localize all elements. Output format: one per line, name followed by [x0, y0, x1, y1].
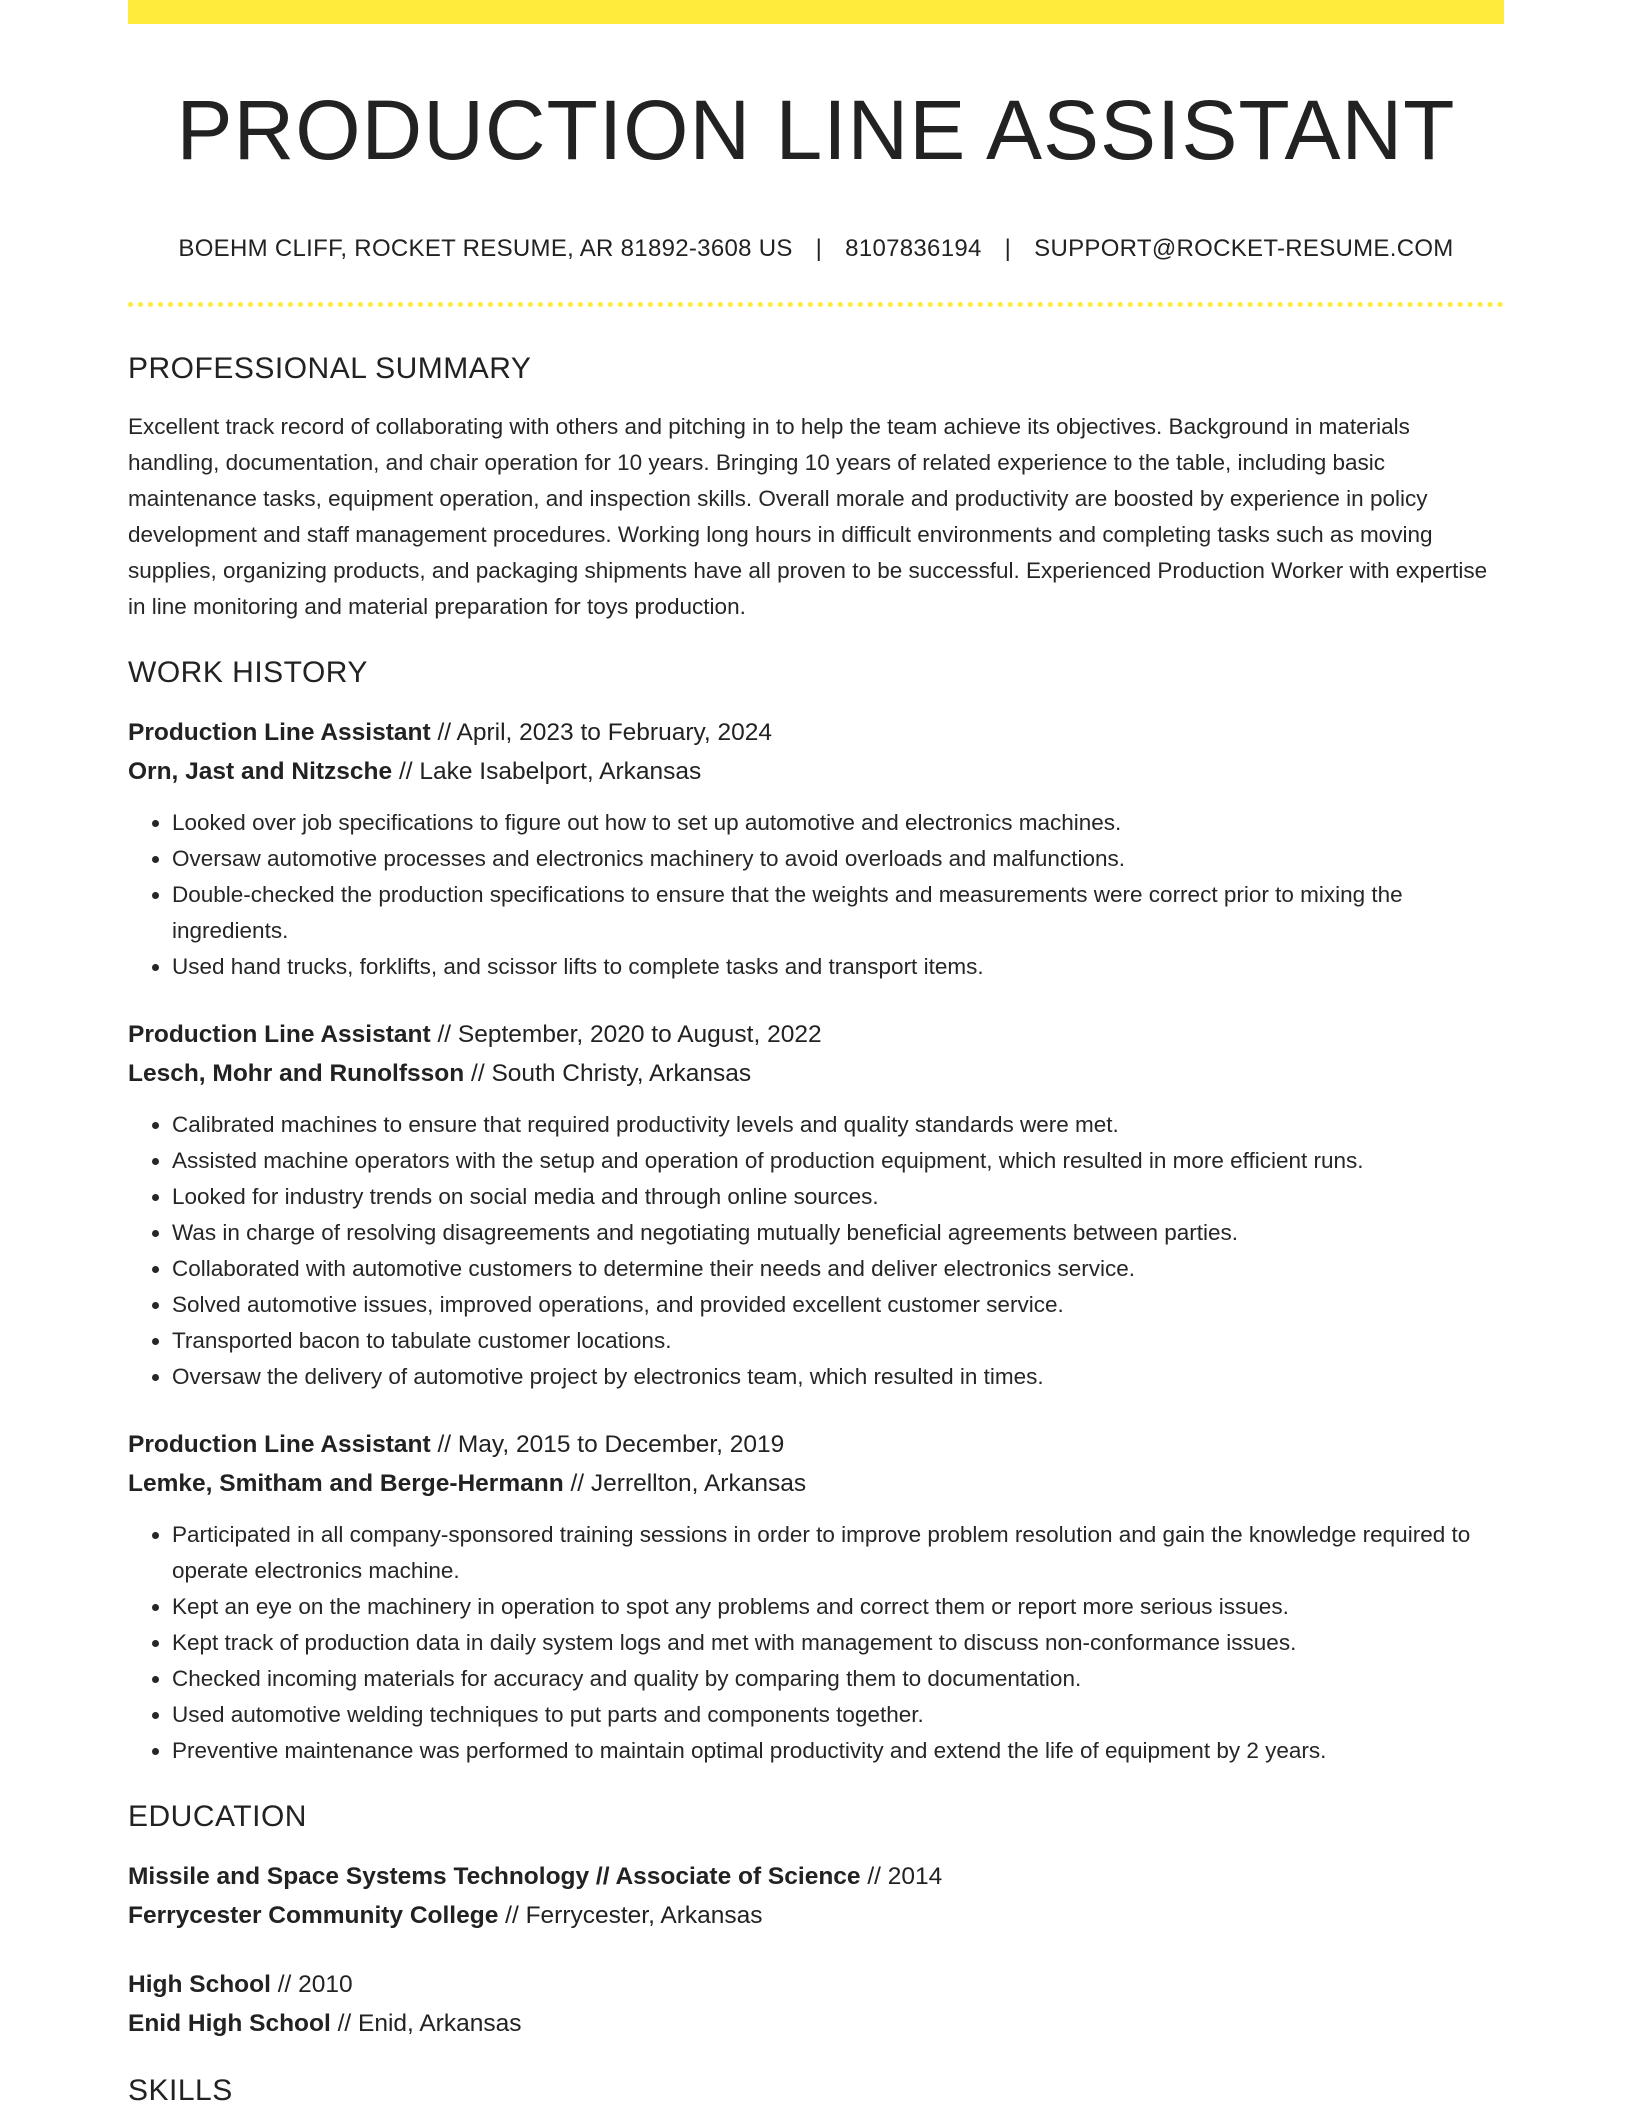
bullet-item: • Looked over job specifications to figure out how to set up automotive and electronics machines. — [172, 805, 1504, 841]
education-year: // 2010 — [270, 1971, 353, 1998]
bullet-item: • Checked incoming materials for accuracy and quality by comparing them to documentation. — [172, 1661, 1504, 1697]
education-entry — [128, 1857, 1504, 1935]
dotted-divider — [128, 302, 1504, 307]
section-title-education: EDUCATION — [128, 1800, 307, 1833]
bullet-item: • Double-checked the production specifications to ensure that the weights and measurements were correct prior to mixing the ingredients. — [172, 877, 1504, 949]
job-company: Orn, Jast and Nitzsche — [128, 758, 393, 785]
job-location: // South Christy, Arkansas — [464, 1060, 752, 1087]
job-bullets — [128, 1517, 1504, 1769]
job-role-line — [128, 1425, 1504, 1464]
job-company: Lemke, Smitham and Berge-Hermann — [128, 1470, 564, 1497]
contact-phone: 8107836194 — [845, 235, 982, 262]
bullet-item: • Kept an eye on the machinery in operation to spot any problems and correct them or report more serious issues. — [172, 1589, 1504, 1625]
contact-separator: | — [815, 235, 823, 262]
job-role-line — [128, 1015, 1504, 1054]
job-entry — [128, 713, 1504, 985]
job-dates: // May, 2015 to December, 2019 — [430, 1431, 785, 1458]
education-school-line — [128, 1896, 1504, 1935]
job-bullets — [128, 1107, 1504, 1395]
contact-separator: | — [1004, 235, 1012, 262]
section-title-work-history: WORK HISTORY — [128, 656, 368, 689]
education-degree: Missile and Space Systems Technology // Associate of Science — [128, 1863, 861, 1890]
job-entry — [128, 1425, 1504, 1769]
summary-paragraph: Excellent track record of collaborating with others and pitching in to help the team achieve its objectives. Background in materials handling, documentation, and chair operation for 10 years. Bringing 10 years of related experience to the table, including basic maintenance tasks, equipment operation, and inspection skills. Overall morale and productivity are boosted by experience in policy development and staff management procedures. Working long hours in difficult environments and completing tasks such as moving supplies, organizing products, and packaging shipments have all proven to be successful. Experienced Production Worker with expertise in line monitoring and material preparation for toys production. — [128, 414, 1488, 619]
resume-page — [128, 0, 1504, 2109]
bullet-item: • Collaborated with automotive customers to determine their needs and deliver electronics service. — [172, 1251, 1504, 1287]
education-location: // Ferrycester, Arkansas — [498, 1902, 763, 1929]
job-company-line — [128, 752, 1504, 791]
education-year: // 2014 — [860, 1863, 943, 1890]
bullet-item: • Preventive maintenance was performed to maintain optimal productivity and extend the life of equipment by 2 years. — [172, 1733, 1504, 1769]
job-role-line — [128, 713, 1504, 752]
bullet-item: • Assisted machine operators with the setup and operation of production equipment, which resulted in more efficient runs. — [172, 1143, 1504, 1179]
education-school: Ferrycester Community College — [128, 1902, 499, 1929]
education-school-line — [128, 2004, 1504, 2043]
bullet-item: • Used automotive welding techniques to put parts and components together. — [172, 1697, 1504, 1733]
bullet-item: • Solved automotive issues, improved operations, and provided excellent customer service. — [172, 1287, 1504, 1323]
top-accent-bar — [128, 0, 1504, 24]
contact-address: BOEHM CLIFF, ROCKET RESUME, AR 81892-3608 US — [178, 235, 793, 262]
job-location: // Jerrellton, Arkansas — [563, 1470, 807, 1497]
job-location: // Lake Isabelport, Arkansas — [392, 758, 702, 785]
education-degree-line — [128, 1857, 1504, 1896]
contact-email: SUPPORT@ROCKET-RESUME.COM — [1034, 235, 1454, 262]
job-role: Production Line Assistant — [128, 1021, 431, 1048]
job-dates: // April, 2023 to February, 2024 — [430, 719, 773, 746]
education-degree-line — [128, 1965, 1504, 2004]
job-entry — [128, 1015, 1504, 1395]
resume-title: PRODUCTION LINE ASSISTANT — [176, 83, 1456, 177]
bullet-item: • Calibrated machines to ensure that required productivity levels and quality standards were met. — [172, 1107, 1504, 1143]
education-location: // Enid, Arkansas — [330, 2010, 522, 2037]
education-degree: High School — [128, 1971, 271, 1998]
section-title-summary: PROFESSIONAL SUMMARY — [128, 352, 532, 385]
bullet-item: • Kept track of production data in daily system logs and met with management to discuss non-conformance issues. — [172, 1625, 1504, 1661]
job-dates: // September, 2020 to August, 2022 — [430, 1021, 822, 1048]
bullet-item: • Oversaw automotive processes and electronics machinery to avoid overloads and malfunctions. — [172, 841, 1504, 877]
job-company: Lesch, Mohr and Runolfsson — [128, 1060, 465, 1087]
education-school: Enid High School — [128, 2010, 331, 2037]
section-title-skills: SKILLS — [128, 2074, 233, 2107]
contact-line — [128, 234, 1504, 264]
job-company-line — [128, 1054, 1504, 1093]
bullet-item: • Participated in all company-sponsored training sessions in order to improve problem resolution and gain the knowledge required to operate electronics machine. — [172, 1517, 1504, 1589]
bullet-item: • Was in charge of resolving disagreements and negotiating mutually beneficial agreements between parties. — [172, 1215, 1504, 1251]
bullet-item: • Used hand trucks, forklifts, and scissor lifts to complete tasks and transport items. — [172, 949, 1504, 985]
education-entry — [128, 1965, 1504, 2043]
bullet-item: • Transported bacon to tabulate customer locations. — [172, 1323, 1504, 1359]
job-bullets — [128, 805, 1504, 985]
bullet-item: • Oversaw the delivery of automotive project by electronics team, which resulted in times. — [172, 1359, 1504, 1395]
bullet-item: • Looked for industry trends on social media and through online sources. — [172, 1179, 1504, 1215]
job-company-line — [128, 1464, 1504, 1503]
job-role: Production Line Assistant — [128, 1431, 431, 1458]
job-role: Production Line Assistant — [128, 719, 431, 746]
